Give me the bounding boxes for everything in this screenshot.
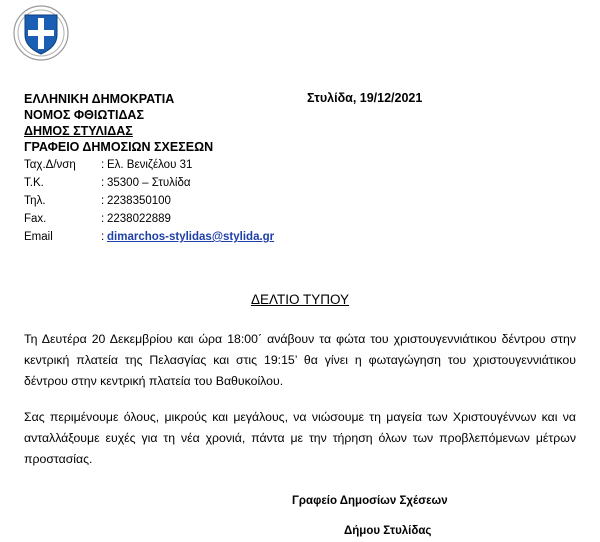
body-paragraph-2: Σας περιμένουμε όλους, μικρούς και μεγάλους, να νιώσουμε τη μαγεία των Χριστουγέννων και να ανταλλάξουμε ευχές για τη νέα χρονιά, πάντα με την τήρηση όλων των προβλεπόμενων μέτρων προστασίας. [24,410,576,466]
header-prefecture: ΝΟΜΟΣ ΦΘΙΩΤΙΔΑΣ [24,108,144,122]
place-date: Στυλίδα, 19/12/2021 [307,91,423,105]
contact-value-address: Ελ. Βενιζέλου 31 [107,159,193,171]
contact-colon: : [101,177,105,189]
contact-colon: : [101,159,105,171]
contact-colon: : [101,231,105,243]
signature-office: Γραφείο Δημοσίων Σχέσεων [292,495,448,507]
contact-colon: : [101,195,105,207]
email-link-wrapper [107,230,274,245]
contact-label-address: Ταχ.Δ/νση [24,159,76,171]
contact-colon: : [101,213,105,225]
contact-label-postcode: Τ.Κ. [24,177,44,189]
signature-municipality: Δήμου Στυλίδας [344,525,432,537]
contact-label-email: Email [24,231,53,243]
header-office: ΓΡΑΦΕΙΟ ΔΗΜΟΣΙΩΝ ΣΧΕΣΕΩΝ [24,140,214,154]
header-republic: ΕΛΛΗΝΙΚΗ ΔΗΜΟΚΡΑΤΙΑ [24,92,175,106]
contact-value-postcode: 35300 – Στυλίδα [107,177,191,189]
header-municipality: ΔΗΜΟΣ ΣΤΥΛΙΔΑΣ [24,124,133,138]
body-paragraph-1: Τη Δευτέρα 20 Δεκεμβρίου και ώρα 18:00΄ ανάβουν τα φώτα του χριστουγεννιάτικου δέντρου στην κεντρική πλατεία της Πελασγίας και στις 19:15’ θα γίνει η φωταγώγηση του χριστουγεννιάτικου δέντρου στην κεντρική πλατεία του Βαθυκοίλου. [24,332,576,388]
email-link[interactable]: dimarchos-stylidas@stylida.gr [107,231,275,243]
press-release-title: ΔΕΛΤΙΟ ΤΥΠΟΥ [250,292,350,307]
contact-label-fax: Fax. [24,213,47,225]
contact-value-fax: 2238022889 [107,213,171,225]
contact-value-phone: 2238350100 [107,195,171,207]
greek-emblem-icon [12,4,70,62]
contact-label-phone: Τηλ. [24,195,46,207]
